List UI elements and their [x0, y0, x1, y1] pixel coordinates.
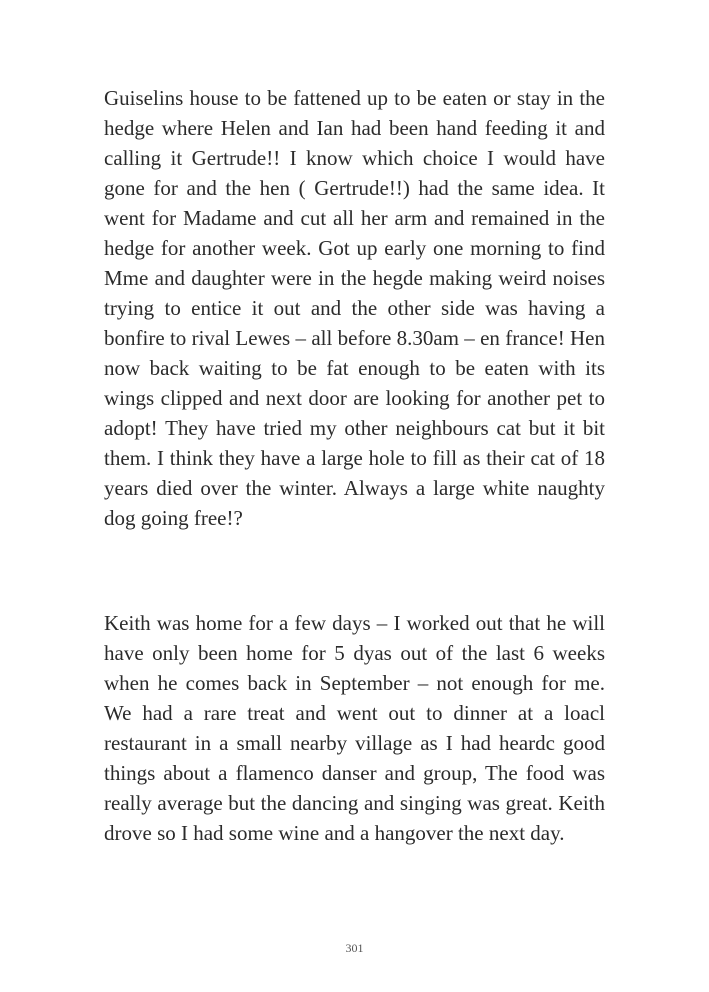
body-paragraph-1: Guiselins house to be fattened up to be eaten or stay in the hedge where Helen and Ian had been hand feeding it and calling it Gertrude!! I know which choice I would have gone for and the hen ( Gertrude!!) had the same idea. It went for Madame and cut all her arm and remained in the hedge for another week. Got up early one morning to find Mme and daughter were in the hegde making weird noises trying to entice it out and the other side was having a bonfire to rival Lewes – all before 8.30am – en france! Hen now back waiting to be fat enough to be eaten with its wings clipped and next door are looking for another pet to adopt! They have tried my other neighbours cat but it bit them. I think they have a large hole to fill as their cat of 18 years died over the winter. Always a large white naughty dog going free!?: [104, 86, 605, 530]
page-number: 301: [345, 941, 364, 955]
body-paragraph-2: Keith was home for a few days – I worked out that he will have only been home for 5 dyas out of the last 6 weeks when he comes back in September – not enough for me. We had a rare treat and went out to dinner at a loacl restaurant in a small nearby village as I had heardc good things about a flamenco danser and group, The food was really average but the dancing and singing was great. Keith drove so I had some wine and a hangover the next day.: [104, 611, 605, 845]
